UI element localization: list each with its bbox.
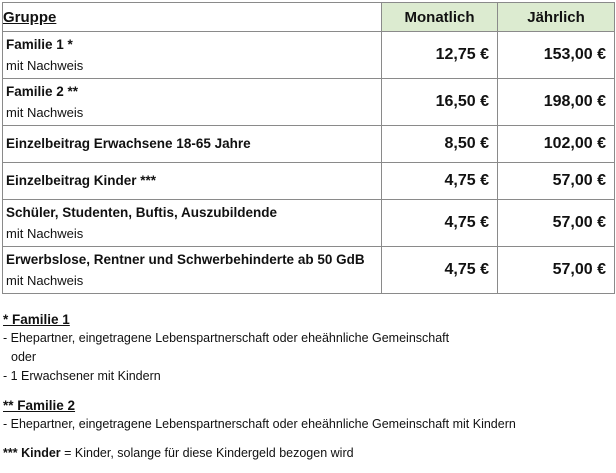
- table-row: [3, 79, 615, 126]
- note-familie2-line1: - Ehepartner, eingetragene Lebenspartnerschaft oder eheähnliche Gemeinschaft mit Kindern: [3, 417, 516, 431]
- note-familie1-line2: - 1 Erwachsener mit Kindern: [3, 369, 161, 383]
- table-header-row: [3, 3, 615, 32]
- spacer: [3, 434, 603, 444]
- monthly-price: 4,75 €: [382, 163, 498, 200]
- group-cell: [3, 79, 382, 126]
- note-heading-familie1: * Familie 1: [3, 312, 70, 327]
- group-cell: [3, 32, 382, 79]
- table-row: [3, 126, 615, 163]
- group-note: mit Nachweis: [6, 272, 84, 288]
- group-name: Erwerbslose, Rentner und Schwerbehinderte ab 50 GdB: [6, 251, 365, 267]
- header-monthly: Monatlich: [382, 3, 498, 32]
- yearly-price: 57,00 €: [498, 163, 615, 200]
- group-cell: [3, 126, 382, 163]
- spacer: [3, 386, 603, 396]
- yearly-price: 57,00 €: [498, 247, 615, 294]
- table-row: [3, 163, 615, 200]
- price-table: [2, 2, 615, 294]
- note-familie1-line1: - Ehepartner, eingetragene Lebenspartnerschaft oder eheähnliche Gemeinschaft: [3, 331, 450, 345]
- note-familie1-or: oder: [11, 350, 37, 364]
- group-cell: [3, 200, 382, 247]
- footnotes: [3, 310, 603, 463]
- monthly-price: 4,75 €: [382, 200, 498, 247]
- header-group: Gruppe: [3, 3, 382, 32]
- monthly-price: 8,50 €: [382, 126, 498, 163]
- note-kinder-text: = Kinder, solange für diese Kindergeld bezogen wird: [60, 446, 354, 460]
- group-note: mit Nachweis: [6, 225, 84, 241]
- table-row: [3, 200, 615, 247]
- group-name: Familie 1 *: [6, 36, 73, 52]
- group-note: mit Nachweis: [6, 104, 84, 120]
- group-name: Einzelbeitrag Erwachsene 18-65 Jahre: [6, 136, 251, 151]
- group-name: Einzelbeitrag Kinder ***: [6, 173, 157, 188]
- group-name: Familie 2 **: [6, 83, 79, 99]
- yearly-price: 102,00 €: [498, 126, 615, 163]
- monthly-price: 16,50 €: [382, 79, 498, 126]
- table-row: [3, 32, 615, 79]
- group-note: mit Nachweis: [6, 57, 84, 73]
- yearly-price: 198,00 €: [498, 79, 615, 126]
- group-cell: [3, 247, 382, 294]
- monthly-price: 12,75 €: [382, 32, 498, 79]
- monthly-price: 4,75 €: [382, 247, 498, 294]
- note-heading-familie2: ** Familie 2: [3, 398, 76, 413]
- table-row: [3, 247, 615, 294]
- group-name: Schüler, Studenten, Buftis, Auszubildende: [6, 204, 278, 220]
- note-kinder-key: *** Kinder: [3, 446, 61, 460]
- yearly-price: 153,00 €: [498, 32, 615, 79]
- group-cell: [3, 163, 382, 200]
- note-kinder: [3, 444, 603, 463]
- header-yearly: Jährlich: [498, 3, 615, 32]
- yearly-price: 57,00 €: [498, 200, 615, 247]
